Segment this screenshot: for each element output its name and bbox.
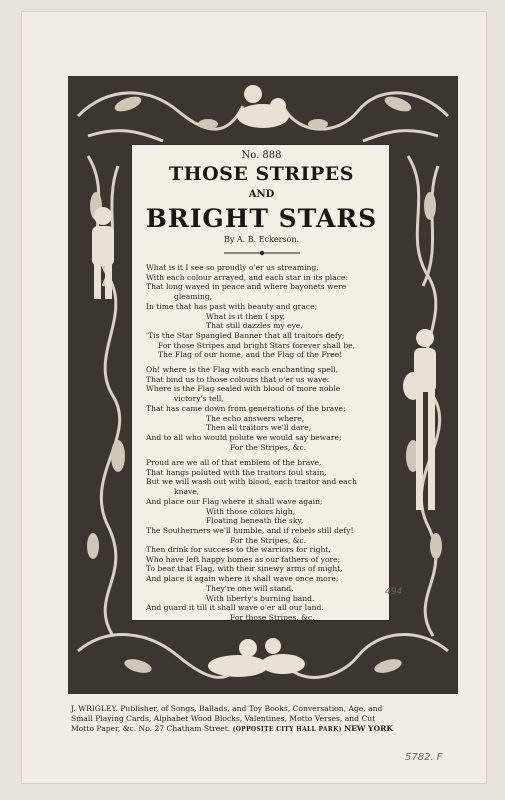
publisher-imprint bbox=[71, 704, 461, 735]
verse-line: gleaming, bbox=[174, 292, 213, 302]
author-line: By A. B. Eckerson. bbox=[223, 235, 300, 244]
verse-line: For the Stripes, &c. bbox=[230, 535, 307, 545]
verse-line: And guard it till it shall wave o'er all our land. bbox=[146, 603, 324, 613]
verse-line: Who have left happy homes as our fathers of yore; bbox=[146, 554, 341, 564]
verse-line: The echo answers where, bbox=[206, 413, 305, 423]
verse-line: For those Stripes and bright Stars forever shall be, bbox=[158, 340, 356, 350]
title-line-3: BRIGHT STARS bbox=[145, 204, 378, 233]
verse-line: Then all traitors we'll dare, bbox=[206, 423, 312, 433]
verse-line: And place our Flag where it shall wave again; bbox=[146, 496, 323, 506]
verse-line: Floating beneath the sky, bbox=[206, 516, 304, 526]
stanza-2 bbox=[146, 365, 384, 452]
title-line-1: THOSE STRIPES bbox=[169, 163, 354, 185]
verse-line: knave, bbox=[174, 487, 200, 497]
verse-line: victory's tell, bbox=[174, 394, 224, 404]
verse-line: They're one will stand, bbox=[206, 583, 294, 593]
title-line-2: AND bbox=[248, 189, 275, 200]
verse-line: The Flag of our home, and the Flag of the Free! bbox=[158, 350, 343, 360]
verse-line: For the Stripes, &c. bbox=[230, 442, 307, 452]
verse-line: What is it then I spy, bbox=[206, 311, 285, 321]
imprint-line-3 bbox=[71, 724, 461, 735]
verse-line: With those colors high, bbox=[206, 506, 296, 516]
verse-line: Proud are we all of that emblem of the brave, bbox=[146, 458, 322, 467]
verse-line: Where is the Flag sealed with blood of more noble bbox=[146, 384, 341, 394]
stanza-4 bbox=[146, 545, 384, 623]
verse-line: To bear that Flag, with their sinewy arms of might, bbox=[146, 564, 343, 574]
handwritten-number: 494 bbox=[385, 587, 403, 597]
verse-line: With liberty's burning band. bbox=[206, 593, 315, 603]
verse-line: For those Stripes, &c. bbox=[230, 612, 315, 622]
imprint-opposite: (OPPOSITE CITY HALL PARK) bbox=[232, 726, 342, 733]
stanza-3 bbox=[146, 458, 384, 545]
imprint-line-1: J. WRIGLEY. Publisher, of Songs, Ballads, and Toy Books, Conversation, Age, and bbox=[71, 704, 383, 713]
verse-line: That hangs poluted with the traitors foul stain, bbox=[146, 467, 327, 477]
decorative-rule bbox=[224, 249, 300, 257]
verse-line: And to all who would polute we would say beware; bbox=[146, 432, 342, 442]
verse-line: That has came down from generations of the brave; bbox=[146, 403, 346, 413]
verse-line: Oh! where is the Flag with each enchanting spell, bbox=[146, 365, 339, 374]
catalog-number: 5782. F bbox=[405, 752, 443, 763]
verse-line: Then drink for success to the warriors for right, bbox=[146, 545, 331, 554]
imprint-city: NEW YORK bbox=[344, 724, 394, 733]
verse-line: That bind us to those colours that o'er us wave: bbox=[146, 374, 330, 384]
verse-line: In time that has past with beauty and grace; bbox=[146, 301, 318, 311]
verse-line: But we will wash out with blood, each traitor and each bbox=[146, 477, 357, 487]
verse-line: What is it I see so proudly o'er us streaming, bbox=[146, 263, 319, 272]
verse-line: 'Tis the Star Spangled Banner that all traitors defy; bbox=[146, 330, 345, 340]
verse-line: That long waved in peace and where bayonets were bbox=[146, 282, 347, 292]
imprint-address: Motto Paper, &c. No. 27 Chatham Street. bbox=[71, 724, 231, 733]
verse-panel bbox=[131, 144, 390, 621]
verse-line: And place it again where it shall wave once more; bbox=[146, 574, 339, 584]
verse-line: That still dazzles my eye, bbox=[206, 321, 303, 331]
verse-line: The Southerners we'll humble, and if rebels still defy! bbox=[146, 525, 354, 535]
verse-line: With each colour arrayed, and each star in its place: bbox=[146, 272, 349, 282]
song-number: No. 888 bbox=[241, 150, 282, 161]
stanza-1 bbox=[146, 263, 384, 360]
imprint-line-2: Small Playing Cards, Alphabet Wood Blocks, Valentines, Motto Verses, and Cut bbox=[71, 714, 376, 723]
